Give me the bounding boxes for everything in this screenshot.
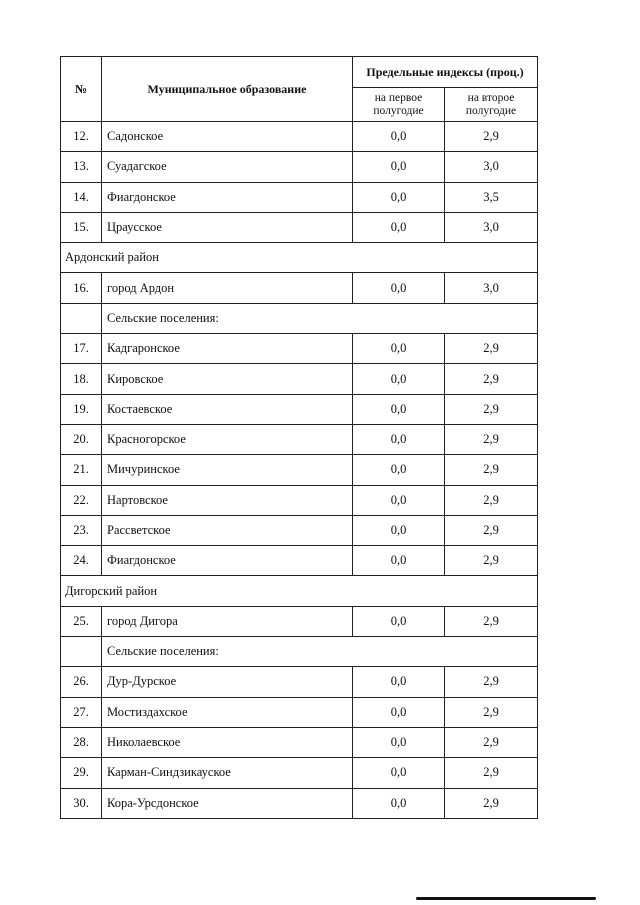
second-half-index: 2,9 <box>445 697 538 727</box>
municipality-name: Цраусское <box>102 212 353 242</box>
signature-line <box>416 897 596 900</box>
table-row <box>61 788 538 818</box>
table-row <box>61 122 538 152</box>
subsection-title: Сельские поселения: <box>102 637 538 667</box>
section-row <box>61 243 538 273</box>
row-number: 13. <box>61 152 102 182</box>
row-number: 27. <box>61 697 102 727</box>
row-number: 12. <box>61 122 102 152</box>
first-half-index: 0,0 <box>353 727 445 757</box>
table-row <box>61 394 538 424</box>
row-number: 26. <box>61 667 102 697</box>
row-number: 18. <box>61 364 102 394</box>
table-row <box>61 515 538 545</box>
second-half-index: 2,9 <box>445 788 538 818</box>
second-half-index: 2,9 <box>445 394 538 424</box>
municipality-name: Фиагдонское <box>102 182 353 212</box>
first-half-index: 0,0 <box>353 546 445 576</box>
municipality-name: город Дигора <box>102 606 353 636</box>
header-second-half: на второе полугодие <box>445 88 538 122</box>
header-municipality: Муниципальное образование <box>102 57 353 122</box>
first-half-index: 0,0 <box>353 424 445 454</box>
section-title: Ардонский район <box>61 243 538 273</box>
row-number: 23. <box>61 515 102 545</box>
municipality-name: Карман-Синдзикауское <box>102 758 353 788</box>
first-half-index: 0,0 <box>353 334 445 364</box>
municipality-name: Рассветское <box>102 515 353 545</box>
table-row <box>61 364 538 394</box>
table-row <box>61 152 538 182</box>
row-number: 14. <box>61 182 102 212</box>
row-number: 16. <box>61 273 102 303</box>
municipality-name: Кировское <box>102 364 353 394</box>
header-indices: Предельные индексы (проц.) <box>353 57 538 88</box>
table-row <box>61 546 538 576</box>
row-number: 21. <box>61 455 102 485</box>
second-half-index: 2,9 <box>445 515 538 545</box>
first-half-index: 0,0 <box>353 364 445 394</box>
empty-cell <box>61 303 102 333</box>
first-half-index: 0,0 <box>353 697 445 727</box>
table-row <box>61 334 538 364</box>
second-half-index: 2,9 <box>445 606 538 636</box>
second-half-index: 2,9 <box>445 758 538 788</box>
second-half-index: 3,0 <box>445 212 538 242</box>
first-half-index: 0,0 <box>353 122 445 152</box>
second-half-index: 2,9 <box>445 364 538 394</box>
table-row <box>61 273 538 303</box>
second-half-index: 2,9 <box>445 546 538 576</box>
table-row <box>61 485 538 515</box>
municipality-name: Красногорское <box>102 424 353 454</box>
section-title: Дигорский район <box>61 576 538 606</box>
row-number: 29. <box>61 758 102 788</box>
municipality-name: Мостиздахское <box>102 697 353 727</box>
row-number: 20. <box>61 424 102 454</box>
table-row <box>61 758 538 788</box>
first-half-index: 0,0 <box>353 212 445 242</box>
first-half-index: 0,0 <box>353 788 445 818</box>
section-row <box>61 576 538 606</box>
table-row <box>61 697 538 727</box>
second-half-index: 2,9 <box>445 424 538 454</box>
table-row <box>61 727 538 757</box>
subsection-row <box>61 637 538 667</box>
municipality-name: Дур-Дурское <box>102 667 353 697</box>
row-number: 28. <box>61 727 102 757</box>
second-half-index: 2,9 <box>445 455 538 485</box>
first-half-index: 0,0 <box>353 606 445 636</box>
subsection-title: Сельские поселения: <box>102 303 538 333</box>
municipality-name: город Ардон <box>102 273 353 303</box>
header-number: № <box>61 57 102 122</box>
table-row <box>61 424 538 454</box>
row-number: 24. <box>61 546 102 576</box>
table-row <box>61 667 538 697</box>
second-half-index: 2,9 <box>445 334 538 364</box>
municipality-name: Костаевское <box>102 394 353 424</box>
municipality-name: Николаевское <box>102 727 353 757</box>
municipality-name: Нартовское <box>102 485 353 515</box>
row-number: 17. <box>61 334 102 364</box>
first-half-index: 0,0 <box>353 394 445 424</box>
second-half-index: 3,0 <box>445 273 538 303</box>
municipality-name: Кадгаронское <box>102 334 353 364</box>
first-half-index: 0,0 <box>353 515 445 545</box>
row-number: 19. <box>61 394 102 424</box>
first-half-index: 0,0 <box>353 152 445 182</box>
second-half-index: 3,5 <box>445 182 538 212</box>
row-number: 22. <box>61 485 102 515</box>
row-number: 30. <box>61 788 102 818</box>
municipality-name: Фиагдонское <box>102 546 353 576</box>
municipal-indices-table <box>60 56 538 819</box>
second-half-index: 2,9 <box>445 122 538 152</box>
municipality-name: Мичуринское <box>102 455 353 485</box>
second-half-index: 2,9 <box>445 485 538 515</box>
table-row <box>61 455 538 485</box>
table-row <box>61 606 538 636</box>
municipality-name: Суадагское <box>102 152 353 182</box>
subsection-row <box>61 303 538 333</box>
first-half-index: 0,0 <box>353 182 445 212</box>
second-half-index: 2,9 <box>445 727 538 757</box>
second-half-index: 3,0 <box>445 152 538 182</box>
municipality-name: Садонское <box>102 122 353 152</box>
table-row <box>61 182 538 212</box>
municipality-name: Кора-Урсдонское <box>102 788 353 818</box>
row-number: 15. <box>61 212 102 242</box>
first-half-index: 0,0 <box>353 667 445 697</box>
second-half-index: 2,9 <box>445 667 538 697</box>
row-number: 25. <box>61 606 102 636</box>
first-half-index: 0,0 <box>353 455 445 485</box>
first-half-index: 0,0 <box>353 485 445 515</box>
table-row <box>61 212 538 242</box>
header-first-half: на первое полугодие <box>353 88 445 122</box>
first-half-index: 0,0 <box>353 273 445 303</box>
empty-cell <box>61 637 102 667</box>
first-half-index: 0,0 <box>353 758 445 788</box>
